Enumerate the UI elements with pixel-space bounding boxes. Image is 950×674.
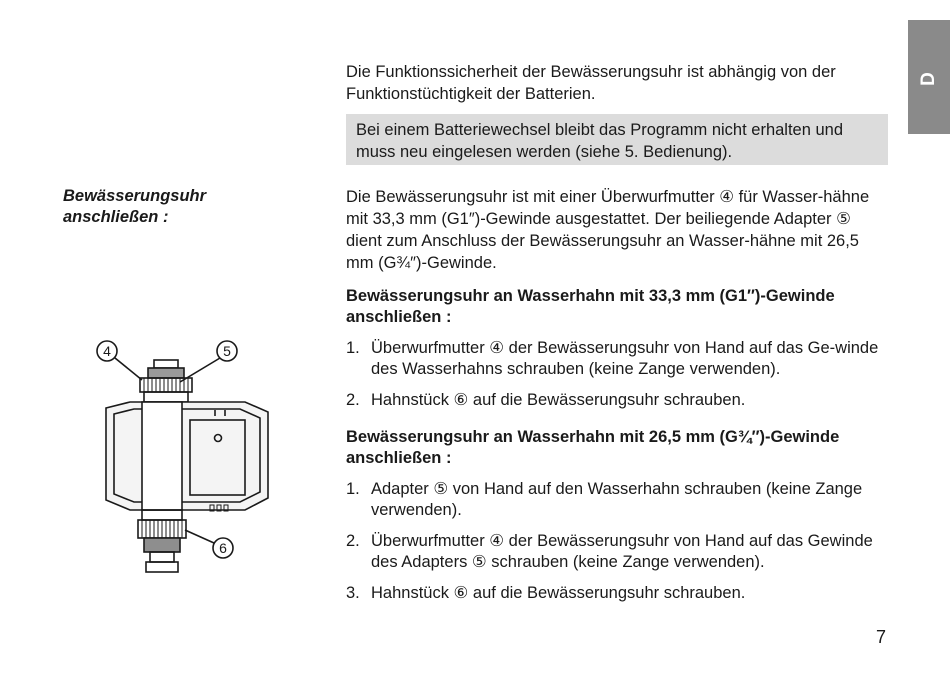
step-number: 1.	[346, 339, 360, 357]
step-number: 1.	[346, 480, 360, 498]
language-tab	[908, 20, 950, 134]
intro-paragraph: Die Funktionssicherheit der Bewässerungsuhr ist abhängig von der Funktionstüchtigkeit der Batterien.	[346, 63, 836, 103]
subsection2-heading: Bewässerungsuhr an Wasserhahn mit 26,5 mm (G¾″)-Gewinde anschließen :	[346, 428, 840, 467]
step-text: Überwurfmutter ④ der Bewässerungsuhr von Hand auf das Ge-winde des Wasserhahns schrauben (keine Zange verwenden).	[371, 339, 879, 378]
language-tab-label: D	[918, 72, 939, 86]
section-paragraph: Die Bewässerungsuhr ist mit einer Überwurfmutter ④ für Wasser-hähne mit 33,3 mm (G1″)-Gewinde ausgestattet. Der beiliegende Adapter ⑤ dient zum Anschluss der Bewässerungsuhr an Wasser-hähne mit 26,5 mm (G¾″)-Gewinde.	[346, 188, 870, 272]
step-text: Hahnstück ⑥ auf die Bewässerungsuhr schrauben.	[371, 391, 746, 409]
battery-note-text: Bei einem Batteriewechsel bleibt das Programm nicht erhalten und muss neu eingelesen werden (siehe 5. Bedienung).	[356, 121, 844, 161]
water-timer-illustration	[90, 330, 280, 580]
section-heading-line1: Bewässerungsuhr	[63, 187, 207, 205]
section-heading-line2: anschließen :	[63, 208, 169, 226]
section-heading	[63, 186, 323, 228]
subsection1-heading: Bewässerungsuhr an Wasserhahn mit 33,3 mm (G1″)-Gewinde anschließen :	[346, 287, 835, 326]
callout-5-label: 5	[223, 343, 231, 359]
callout-4-label: 4	[103, 343, 111, 359]
page-number: 7	[876, 627, 887, 647]
step-number: 2.	[346, 391, 360, 409]
step-text: Überwurfmutter ④ der Bewässerungsuhr von Hand auf das Gewinde des Adapters ⑤ schrauben (keine Zange verwenden).	[371, 532, 873, 571]
step-text: Hahnstück ⑥ auf die Bewässerungsuhr schrauben.	[371, 584, 746, 602]
battery-note-box	[346, 114, 888, 165]
callout-6-label: 6	[219, 540, 227, 556]
step-number: 3.	[346, 584, 360, 602]
step-number: 2.	[346, 532, 360, 550]
step-text: Adapter ⑤ von Hand auf den Wasserhahn schrauben (keine Zange verwenden).	[371, 480, 863, 519]
